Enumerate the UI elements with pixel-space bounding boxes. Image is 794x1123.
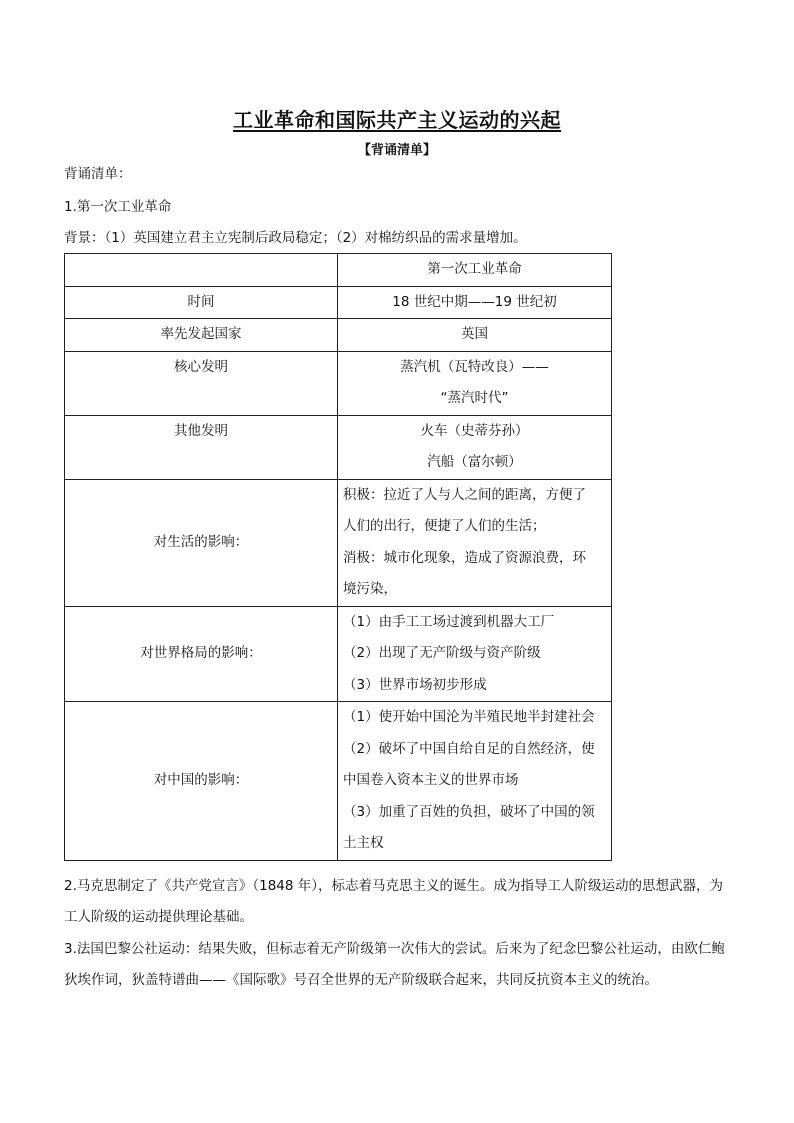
intro-text: 背诵清单： <box>64 166 132 182</box>
row-value: 火车（史蒂芬孙） 汽船（富尔顿） <box>338 415 612 479</box>
row-value: （1）使开始中国沦为半殖民地半封建社会 （2）破坏了中国自给自足的自然经济，使 中国卷入资本主义的世界市场 （3）加重了百姓的负担，破坏了中国的领 土主权 <box>338 702 612 861</box>
row-label: 其他发明 <box>65 415 338 479</box>
row-value: 蒸汽机（瓦特改良）—— “蒸汽时代” <box>338 351 612 415</box>
row-label: 对世界格局的影响： <box>65 606 338 702</box>
row-label: 率先发起国家 <box>65 319 338 352</box>
header-cell-blank <box>65 254 338 287</box>
row-value: 18 世纪中期——19 世纪初 <box>338 286 612 319</box>
background-text: 背景：（1）英国建立君主立宪制后政局稳定；（2）对棉纺织品的需求量增加。 <box>64 230 527 246</box>
point-3-paragraph: 3.法国巴黎公社运动：结果失败，但标志着无产阶级第一次伟大的尝试。后来为了纪念巴黎公社运动，由欧仁鲍狄埃作词，狄盖特谱曲——《国际歌》号召全世界的无产阶级联合起来，共同反抗资本主义的统治。 <box>64 941 725 988</box>
table-header-row <box>65 254 612 287</box>
table-row <box>65 702 612 861</box>
table-row <box>65 415 612 479</box>
table-row <box>65 319 612 352</box>
row-value: 英国 <box>338 319 612 352</box>
point-2-paragraph: 2.马克思制定了《共产党宣言》（1848 年），标志着马克思主义的诞生。成为指导工人阶级运动的思想武器，为工人阶级的运动提供理论基础。 <box>64 878 724 925</box>
row-value: 积极：拉近了人与人之间的距离，方便了 人们的出行，便捷了人们的生活； 消极：城市化现象，造成了资源浪费，环 境污染， <box>338 479 612 606</box>
section1-heading: 1.第一次工业革命 <box>64 199 172 215</box>
page-subtitle: 【背诵清单】 <box>357 143 436 158</box>
industrial-revolution-table <box>64 253 612 861</box>
table-row <box>65 286 612 319</box>
row-label: 对生活的影响： <box>65 479 338 606</box>
header-cell-title: 第一次工业革命 <box>338 254 612 287</box>
table-body <box>65 254 612 861</box>
row-label: 对中国的影响： <box>65 702 338 861</box>
table-row <box>65 606 612 702</box>
row-label: 核心发明 <box>65 351 338 415</box>
table-row <box>65 479 612 606</box>
table-row <box>65 351 612 415</box>
row-value: （1）由手工工场过渡到机器大工厂 （2）出现了无产阶级与资产阶级 （3）世界市场初步形成 <box>338 606 612 702</box>
page-title: 工业革命和国际共产主义运动的兴起 <box>233 108 561 132</box>
row-label: 时间 <box>65 286 338 319</box>
